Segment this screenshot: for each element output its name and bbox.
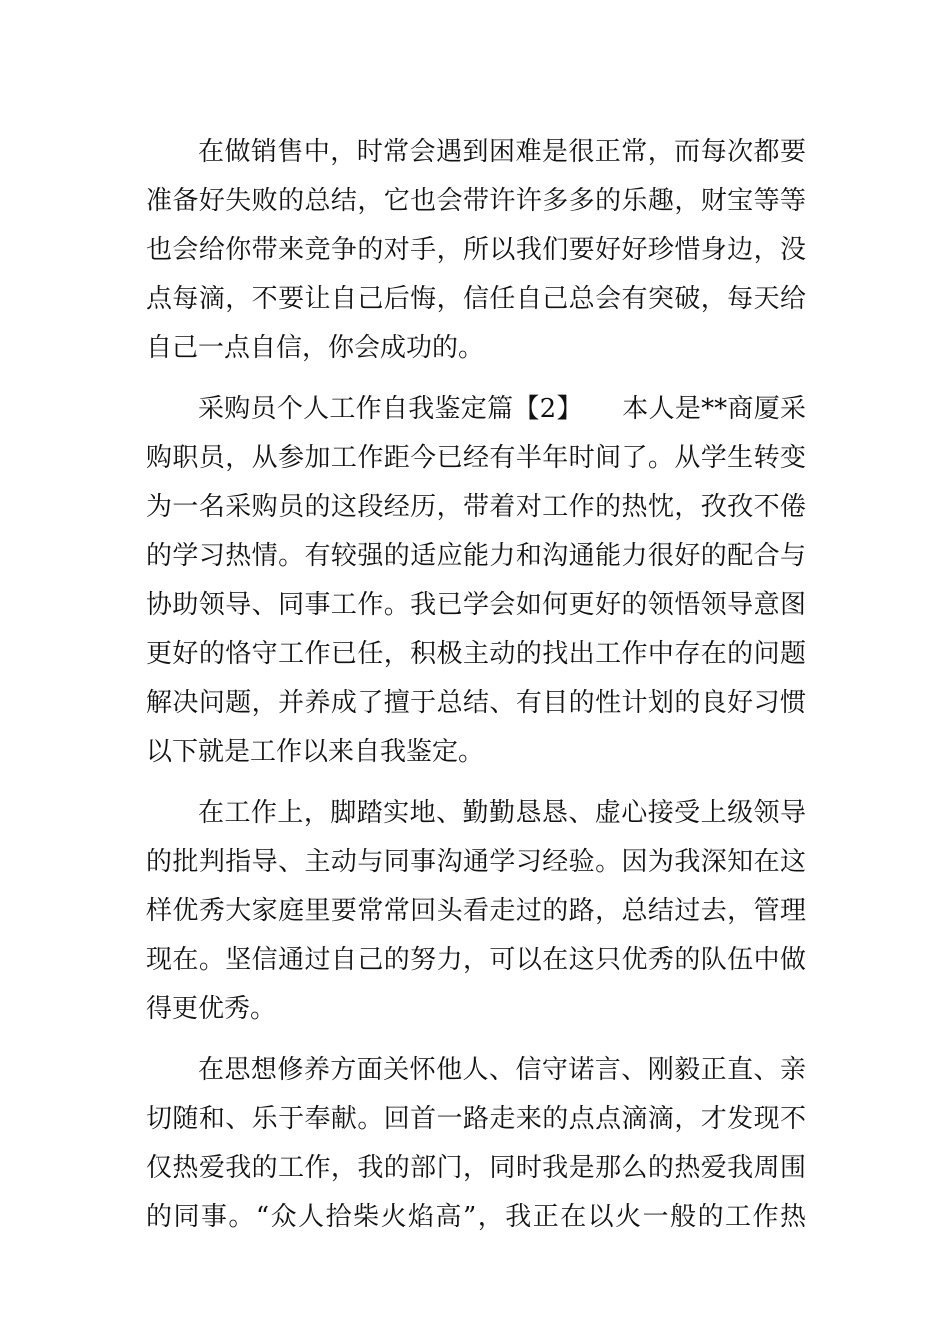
text-line: 自己一点自信，你会成功的。: [146, 333, 485, 363]
text-line: 解决问题，并养成了擅于总结、有目的性计划的良好习惯: [146, 688, 806, 718]
text-line: 在工作上，脚踏实地、勤勤恳恳、虚心接受上级领导: [198, 798, 806, 828]
text-line: 更好的恪守工作已任，积极主动的找出工作中存在的问题: [146, 639, 806, 669]
text-line: 切随和、乐于奉献。回首一路走来的点点滴滴，才发现不: [146, 1104, 806, 1134]
paragraph-1: [146, 128, 806, 373]
text-line: 的批判指导、主动与同事沟通学习经验。因为我深知在这: [146, 847, 806, 877]
text-line: 仅热爱我的工作，我的部门，同时我是那么的热爱我周围: [146, 1153, 806, 1183]
paragraph-4: [146, 1046, 806, 1242]
text-line: 购职员，从参加工作距今已经有半年时间了。从学生转变: [146, 443, 806, 473]
text-line: 在思想修养方面关怀他人、信守诺言、刚毅正直、亲: [198, 1055, 806, 1085]
paragraph-2: [146, 385, 806, 777]
text-line: 以下就是工作以来自我鉴定。: [146, 737, 485, 767]
document-body: [146, 128, 806, 1254]
text-line: 准备好失败的总结，它也会带许许多多的乐趣，财宝等等: [146, 186, 806, 216]
text-line: 点每滴，不要让自己后悔，信任自己总会有突破，每天给: [146, 284, 806, 314]
text-line: 的学习热情。有较强的适应能力和沟通能力很好的配合与: [146, 541, 806, 571]
text-line: 样优秀大家庭里要常常回头看走过的路，总结过去，管理: [146, 896, 806, 926]
text-line: 也会给你带来竞争的对手，所以我们要好好珍惜身边，没: [146, 235, 806, 265]
text-line: 现在。坚信通过自己的努力，可以在这只优秀的队伍中做: [146, 945, 806, 975]
section-heading-line: 采购员个人工作自我鉴定篇【2】 本人是**商厦采: [198, 394, 806, 424]
text-line: 在做销售中，时常会遇到困难是很正常，而每次都要: [198, 137, 806, 167]
text-line: 得更优秀。: [146, 994, 277, 1024]
text-line: 的同事。“众人拾柴火焰高”，我正在以火一般的工作热: [146, 1202, 806, 1232]
paragraph-3: [146, 789, 806, 1034]
text-line: 协助领导、同事工作。我已学会如何更好的领悟领导意图: [146, 590, 806, 620]
text-line: 为一名采购员的这段经历，带着对工作的热忱，孜孜不倦: [146, 492, 806, 522]
